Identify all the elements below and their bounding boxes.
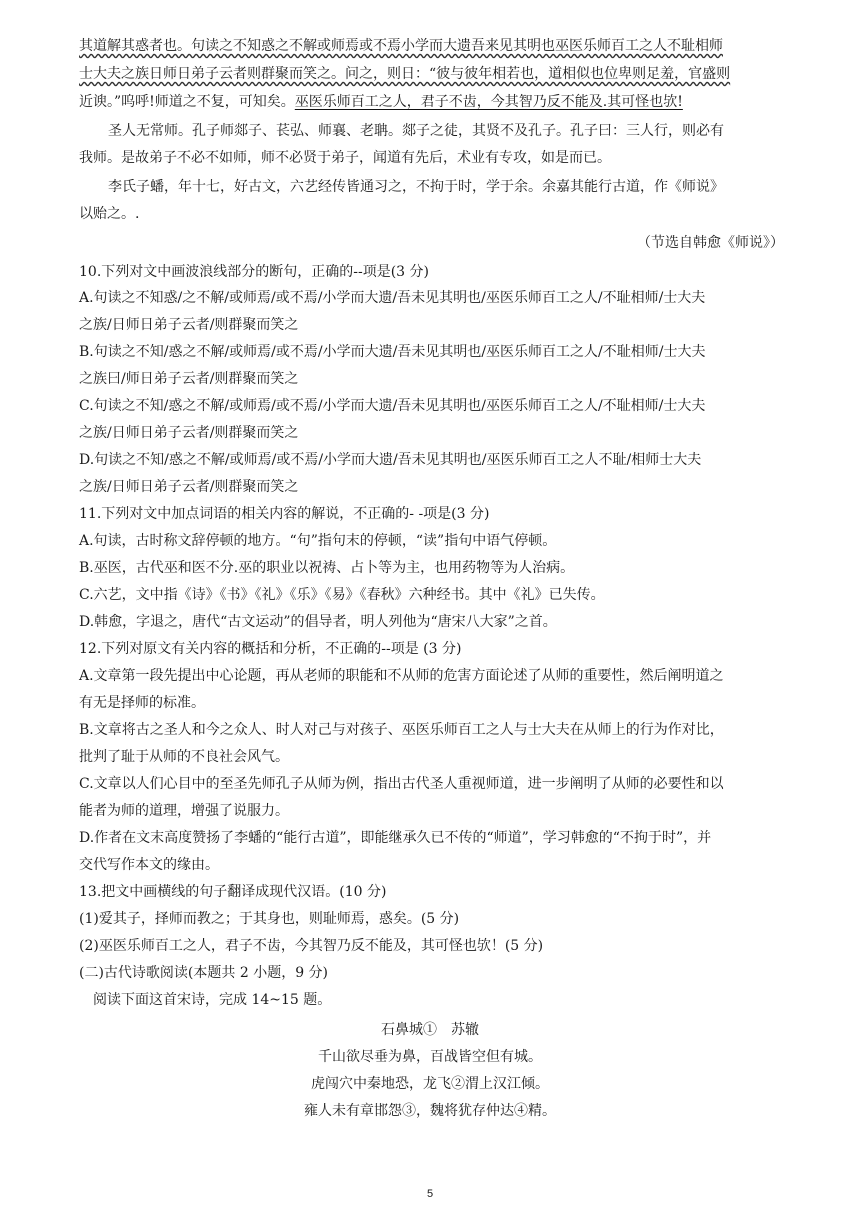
q12-option-d-line-1: D.作者在文末高度赞扬了李蟠的“能行古道”，即能继承久已不传的“师道”，学习韩愈的“不拘于时”，并: [79, 830, 712, 846]
question-13: 13.把文中画横线的句子翻译成现代汉语。(10 分): [79, 884, 387, 900]
passage-line-2: [79, 64, 784, 84]
question-10: 10.下列对文中画波浪线部分的断句，正确的--项是(3 分): [79, 264, 430, 280]
q10-option-a-line-2: 之族/日师日弟子云者/则群聚而笑之: [79, 317, 299, 333]
q10-option-c-line-2: 之族/日师日弟子云者/则群聚而笑之: [79, 425, 299, 441]
q11-option-c: C.六艺，文中指《诗》《书》《礼》《乐》《易》《春秋》六种经书。其中《礼》已失传。: [79, 587, 605, 603]
q12-option-a-line-1: A.文章第一段先提出中心论题，再从老师的职能和不从师的危害方面论述了从师的重要性，然后阐明道之: [79, 668, 724, 684]
page-number: 5: [426, 1188, 434, 1200]
passage-line-1: [79, 36, 784, 56]
q11-option-d: D.韩愈，字退之，唐代“古文运动”的倡导者，明人列他为“唐宋八大家”之首。: [79, 614, 557, 630]
q12-option-c-line-1: C.文章以人们心目中的至圣先师孔子从师为例，指出古代圣人重视师道，进一步阐明了从师的必要性和以: [79, 776, 724, 792]
q12-option-c-line-2: 能者为师的道理，增强了说服力。: [79, 803, 289, 819]
passage-wavy-text: 士大夫之族日师日弟子云者则群聚而笑之。问之，则日：“彼与彼年相若也，道相似也位卑则足羞，官盛则: [79, 66, 731, 82]
passage-line-6: 李氏子蟠，年十七，好古文，六艺经传皆通习之，不拘于时，学于余。余嘉其能行古道，作《师说》: [108, 179, 724, 195]
passage-underlined-sentence: 巫医乐师百工之人，君子不齿，今其智乃反不能及.其可怪也欤!: [294, 94, 683, 110]
question-11: 11.下列对文中加点词语的相关内容的解说，不正确的- -项是(3 分): [79, 506, 490, 522]
passage-text: 近谀。”呜呼!师道之不复，可知矣。: [79, 94, 295, 110]
passage-line-7: 以贻之。.: [79, 206, 140, 222]
q10-option-b-line-2: 之族曰/师日弟子云者/则群聚而笑之: [79, 371, 299, 387]
poem-line-1: 千山欲尽垂为鼻，百战皆空但有城。: [318, 1049, 542, 1065]
q13-sentence-2: (2)巫医乐师百工之人，君子不齿，今其智乃反不能及，其可怪也欤！(5 分): [79, 938, 544, 954]
q10-option-a-line-1: A.句读之不知惑/之不解/或师焉/或不焉/小学而大遗/吾未见其明也/巫医乐师百工之人/不耻相师/士大夫: [79, 290, 706, 306]
q10-option-b-line-1: B.句读之不知/惑之不解/或师焉/或不焉/小学而大遗/吾未见其明也/巫医乐师百工之人/不耻相师/士大夫: [79, 344, 706, 360]
q10-option-d-line-1: D.句读之不知/惑之不解/或师焉/或不焉/小学而大遗/吾未见其明也/巫医乐师百工之人不耻/相师士大夫: [79, 452, 702, 468]
passage-source: （节选自韩愈《师说》）: [637, 235, 784, 251]
q11-option-a: A.句读，古时称文辞停顿的地方。“句”指句末的停顿，“读”指句中语气停顿。: [79, 533, 557, 549]
passage-line-4: 圣人无常师。孔子师郯子、苌弘、师襄、老聃。郯子之徒，其贤不及孔子。孔子曰：三人行，则必有: [108, 123, 724, 139]
poem-title: 石鼻城① 苏辙: [381, 1022, 479, 1038]
question-12: 12.下列对原文有关内容的概括和分析，不正确的--项是 (3 分): [79, 641, 462, 657]
q13-sentence-1: (1)爱其子，择师而教之；于其身也，则耻师焉，惑矣。(5 分): [79, 911, 460, 927]
q12-option-d-line-2: 交代写作本文的缘由。: [79, 857, 219, 873]
passage-wavy-text: 其道解其惑者也。句读之不知惑之不解或师焉或不焉小学而大遗吾来见其明也巫医乐师百工之人不耻相师: [79, 38, 723, 54]
passage-line-3: [79, 92, 784, 112]
q12-option-b-line-1: B.文章将古之圣人和今之众人、时人对己与对孩子、巫医乐师百工之人与士大夫在从师上的行为作对比，: [79, 722, 724, 738]
q11-option-b: B.巫医，古代巫和医不分.巫的职业以祝祷、占卜等为主，也用药物等为人治病。: [79, 560, 575, 576]
q12-option-b-line-2: 批判了耻于从师的不良社会风气。: [79, 749, 289, 765]
poetry-instruction: 阅读下面这首宋诗，完成 14~15 题。: [93, 992, 332, 1008]
poem-line-2: 虎闯穴中秦地恐，龙飞②渭上汉江倾。: [311, 1076, 549, 1092]
q12-option-a-line-2: 有无是择师的标准。: [79, 695, 205, 711]
passage-line-5: 我师。是故弟子不必不如师，师不必贤于弟子，闻道有先后，术业有专攻，如是而已。: [79, 150, 611, 166]
q10-option-c-line-1: C.句读之不知/惑之不解/或师焉/或不焉/小学而大遗/吾未见其明也/巫医乐师百工之人/不耻相师/士大夫: [79, 398, 706, 414]
poetry-section-heading: (二)古代诗歌阅读(本题共 2 小题，9 分): [79, 965, 329, 981]
q10-option-d-line-2: 之族/日师日弟子云者/则群聚而笑之: [79, 479, 299, 495]
poem-line-3: 雍人未有章邯怨③，魏将犹存仲达④精。: [304, 1103, 556, 1119]
